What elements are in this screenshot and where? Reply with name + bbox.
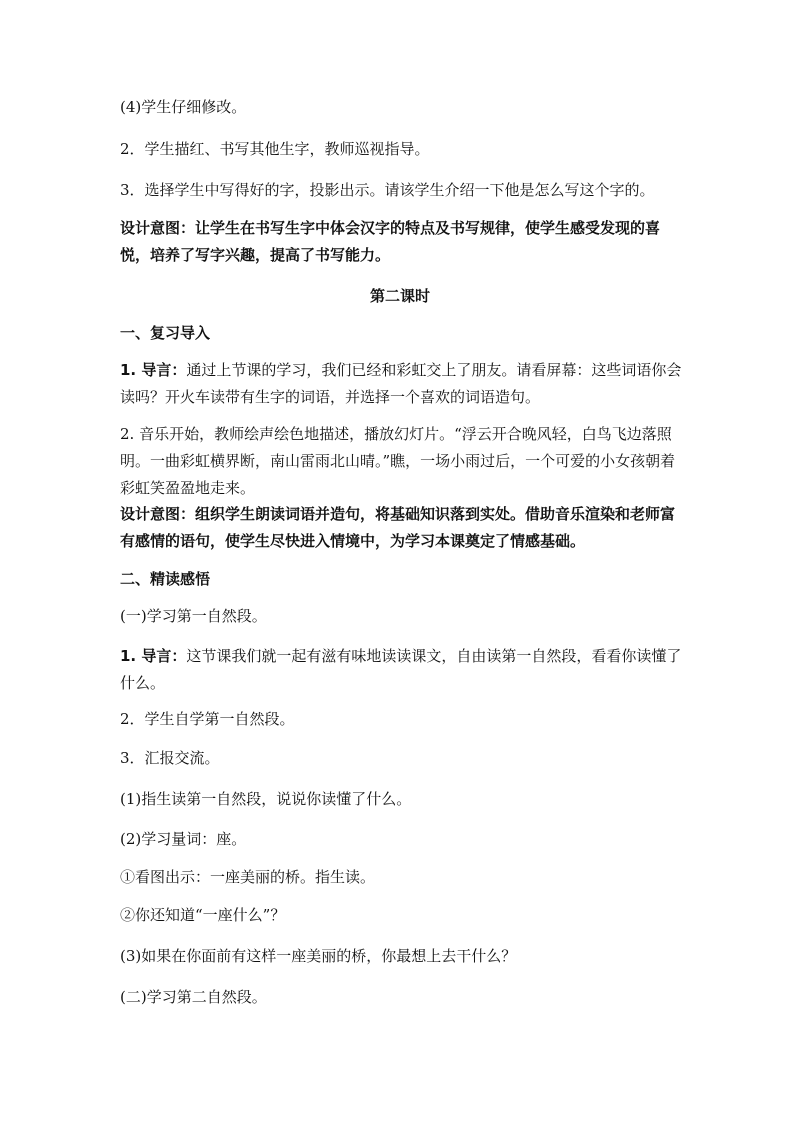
paragraph-part-2: (二)学习第二自然段。 xyxy=(120,988,267,1006)
paragraph-part-1: (一)学习第一自然段。 xyxy=(120,607,267,625)
heading-review: 一、复习导入 xyxy=(120,324,211,342)
paragraph-report: 3．汇报交流。 xyxy=(120,749,220,767)
introduction-text-2: 这节课我们就一起有滋有味地读读课文，自由读第一自然段，看看你读懂了什么。 xyxy=(120,647,682,692)
paragraph-introduction-2 xyxy=(120,643,685,697)
section-title: 第二课时 xyxy=(369,287,430,305)
introduction-text: 通过上节课的学习，我们已经和彩虹交上了朋友。请看屏幕：这些词语你会读吗？开火车读带有生字的词语，并选择一个喜欢的词语造句。 xyxy=(120,361,682,406)
design-intent-2: 设计意图：组织学生朗读词语并造句，将基础知识落到实处。借助音乐渲染和老师富有感情的语句，使学生尽快进入情境中，为学习本课奠定了情感基础。 xyxy=(120,505,676,550)
paragraph-introduction-1 xyxy=(120,357,685,411)
paragraph-self-study: 2．学生自学第一自然段。 xyxy=(120,710,295,728)
paragraph-read-1: (1)指生读第一自然段，说说你读懂了什么。 xyxy=(120,790,412,808)
paragraph-step-2: 2．学生描红、书写其他生字，教师巡视指导。 xyxy=(120,140,430,158)
paragraph-question: (3)如果在你面前有这样一座美丽的桥，你最想上去干什么？ xyxy=(120,947,517,965)
introduction-label: 1. 导言： xyxy=(120,361,187,379)
paragraph-music: 2. 音乐开始，教师绘声绘色地描述，播放幻灯片。“浮云开合晚风轻，白鸟飞边落照明。一曲彩虹横界断，南山雷雨北山晴。”瞧，一场小雨过后，一个可爱的小女孩朝着彩虹笑盈盈地走来。 xyxy=(120,425,676,497)
paragraph-measure-word: (2)学习量词：座。 xyxy=(120,830,247,848)
heading-reading: 二、精读感悟 xyxy=(120,570,211,588)
design-intent-1: 设计意图：让学生在书写生字中体会汉字的特点及书写规律，使学生感受发现的喜悦，培养了写字兴趣，提高了书写能力。 xyxy=(120,219,661,264)
paragraph-show-bridge: ①看图出示：一座美丽的桥。指生读。 xyxy=(120,868,376,886)
paragraph-what-else: ②你还知道“一座什么”？ xyxy=(120,906,286,924)
paragraph-step-4: (4)学生仔细修改。 xyxy=(120,98,247,116)
paragraph-step-3: 3．选择学生中写得好的字，投影出示。请该学生介绍一下他是怎么写这个字的。 xyxy=(120,181,655,199)
introduction-label-2: 1. 导言： xyxy=(120,647,187,665)
